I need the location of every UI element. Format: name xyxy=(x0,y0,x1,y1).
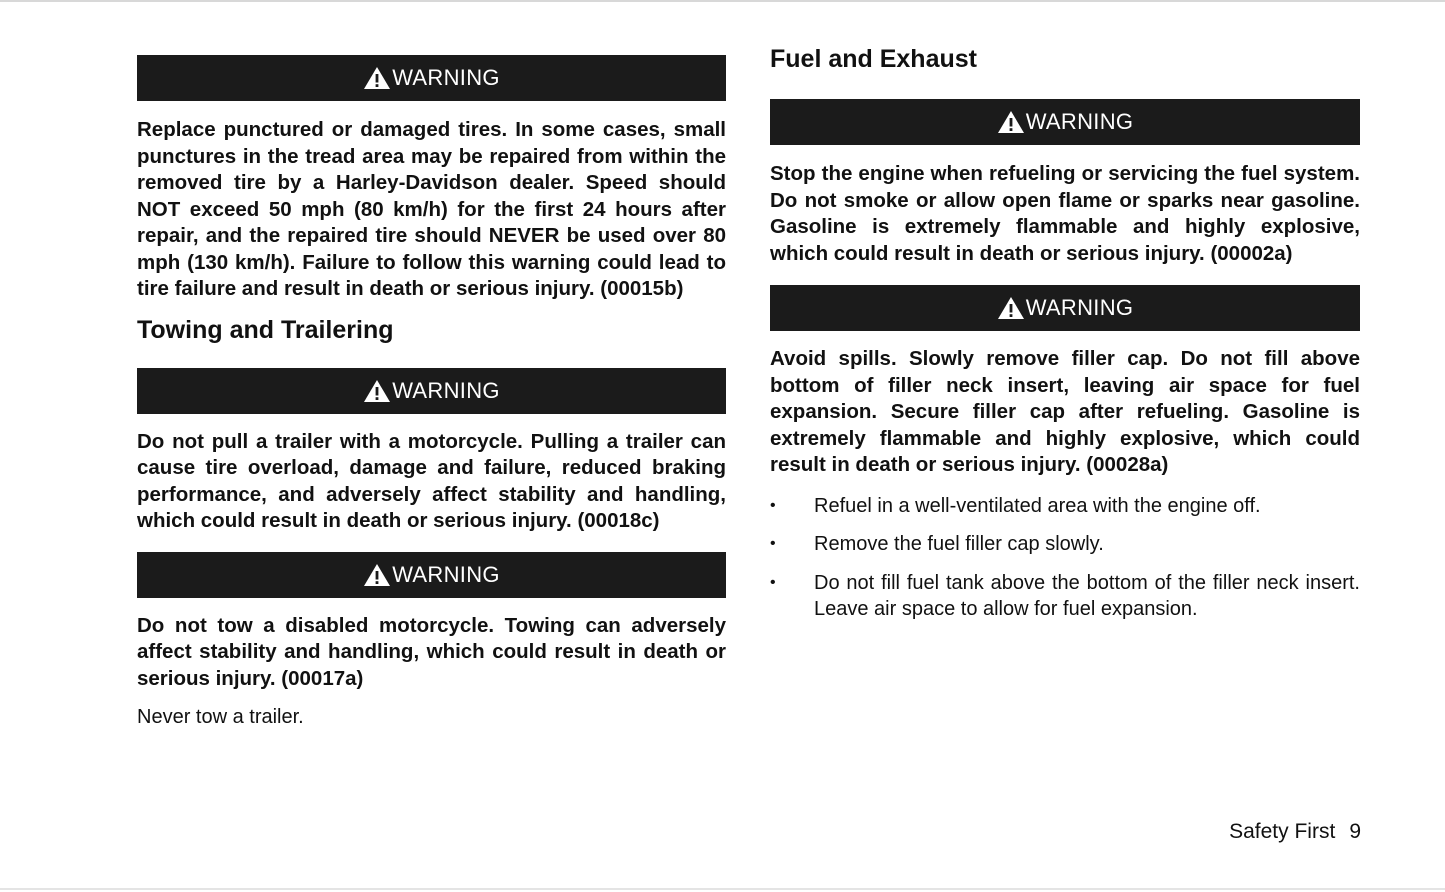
bullet-dot-icon: • xyxy=(770,573,776,591)
page-bottom-edge xyxy=(0,888,1445,890)
warning-label: WARNING xyxy=(392,65,500,90)
list-item-text: Refuel in a well-ventilated area with the engine off. xyxy=(814,494,1261,517)
warning-triangle-icon xyxy=(997,110,1025,134)
warning-banner xyxy=(137,552,726,598)
list-item-text: Do not fill fuel tank above the bottom of the filler neck insert. Leave air space to allow for fuel expansion. xyxy=(814,571,1360,620)
list-item xyxy=(770,570,1360,623)
warning-text: Do not tow a disabled motorcycle. Towing can adversely affect stability and handling, which could result in death or serious injury. (00017a) xyxy=(137,613,726,690)
warning-text: Do not pull a trailer with a motorcycle. Pulling a trailer can cause tire overload, damage and failure, reduced braking performance, and adversely affect stability and handling, which could result in death or serious injury. (00018c) xyxy=(137,429,726,532)
warning-text: Stop the engine when refueling or servicing the fuel system. Do not smoke or allow open flame or sparks near gasoline. Gasoline is extremely flammable and highly explosive, which could result in death or serious injury. (00002a) xyxy=(770,162,1360,265)
list-item xyxy=(770,531,1360,558)
warning-label: WARNING xyxy=(1025,109,1134,134)
bullet-dot-icon: • xyxy=(770,496,776,514)
page-number: 9 xyxy=(1349,820,1361,843)
warning-triangle-icon xyxy=(363,66,391,90)
bullet-dot-icon: • xyxy=(770,535,776,552)
warning-label: WARNING xyxy=(392,377,500,403)
warning-triangle-icon xyxy=(997,296,1025,320)
warning-text: Avoid spills. Slowly remove filler cap. Do not fill above bottom of filler neck insert, leaving air space for fuel expansion. Secure filler cap after refueling. Gasoline is extremely flammable and highly explosive, which could result in death or serious injury. (00028a) xyxy=(770,347,1360,476)
page-footer xyxy=(1229,820,1361,844)
warning-label: WARNING xyxy=(392,561,500,587)
note-text: Never tow a trailer. xyxy=(137,706,304,728)
list-item-text: Remove the fuel filler cap slowly. xyxy=(814,533,1104,555)
section-title-fuel: Fuel and Exhaust xyxy=(770,45,977,73)
list-item xyxy=(770,493,1360,520)
right-column xyxy=(770,44,1360,635)
warning-banner xyxy=(137,55,726,101)
section-title-towing: Towing and Trailering xyxy=(137,315,394,344)
page-top-edge xyxy=(0,0,1445,2)
warning-banner xyxy=(770,285,1360,331)
bullet-list xyxy=(770,493,1360,623)
warning-label: WARNING xyxy=(1025,295,1134,320)
warning-banner xyxy=(770,99,1360,145)
warning-triangle-icon xyxy=(363,563,391,587)
footer-section-name: Safety First xyxy=(1229,820,1336,843)
warning-banner xyxy=(137,368,726,414)
warning-triangle-icon xyxy=(363,379,391,403)
warning-text: Replace punctured or damaged tires. In some cases, small punctures in the tread area may be repaired from within the removed tire by a Harley-Davidson dealer. Speed should NOT exceed 50 mph (80 km/h) for the first 24 hours after repair, and the repaired tire should NEVER be used over 80 mph (130 km/h). Failure to follow this warning could lead to tire failure and result in death or serious injury. (00015b) xyxy=(137,118,726,300)
left-column xyxy=(137,55,726,730)
